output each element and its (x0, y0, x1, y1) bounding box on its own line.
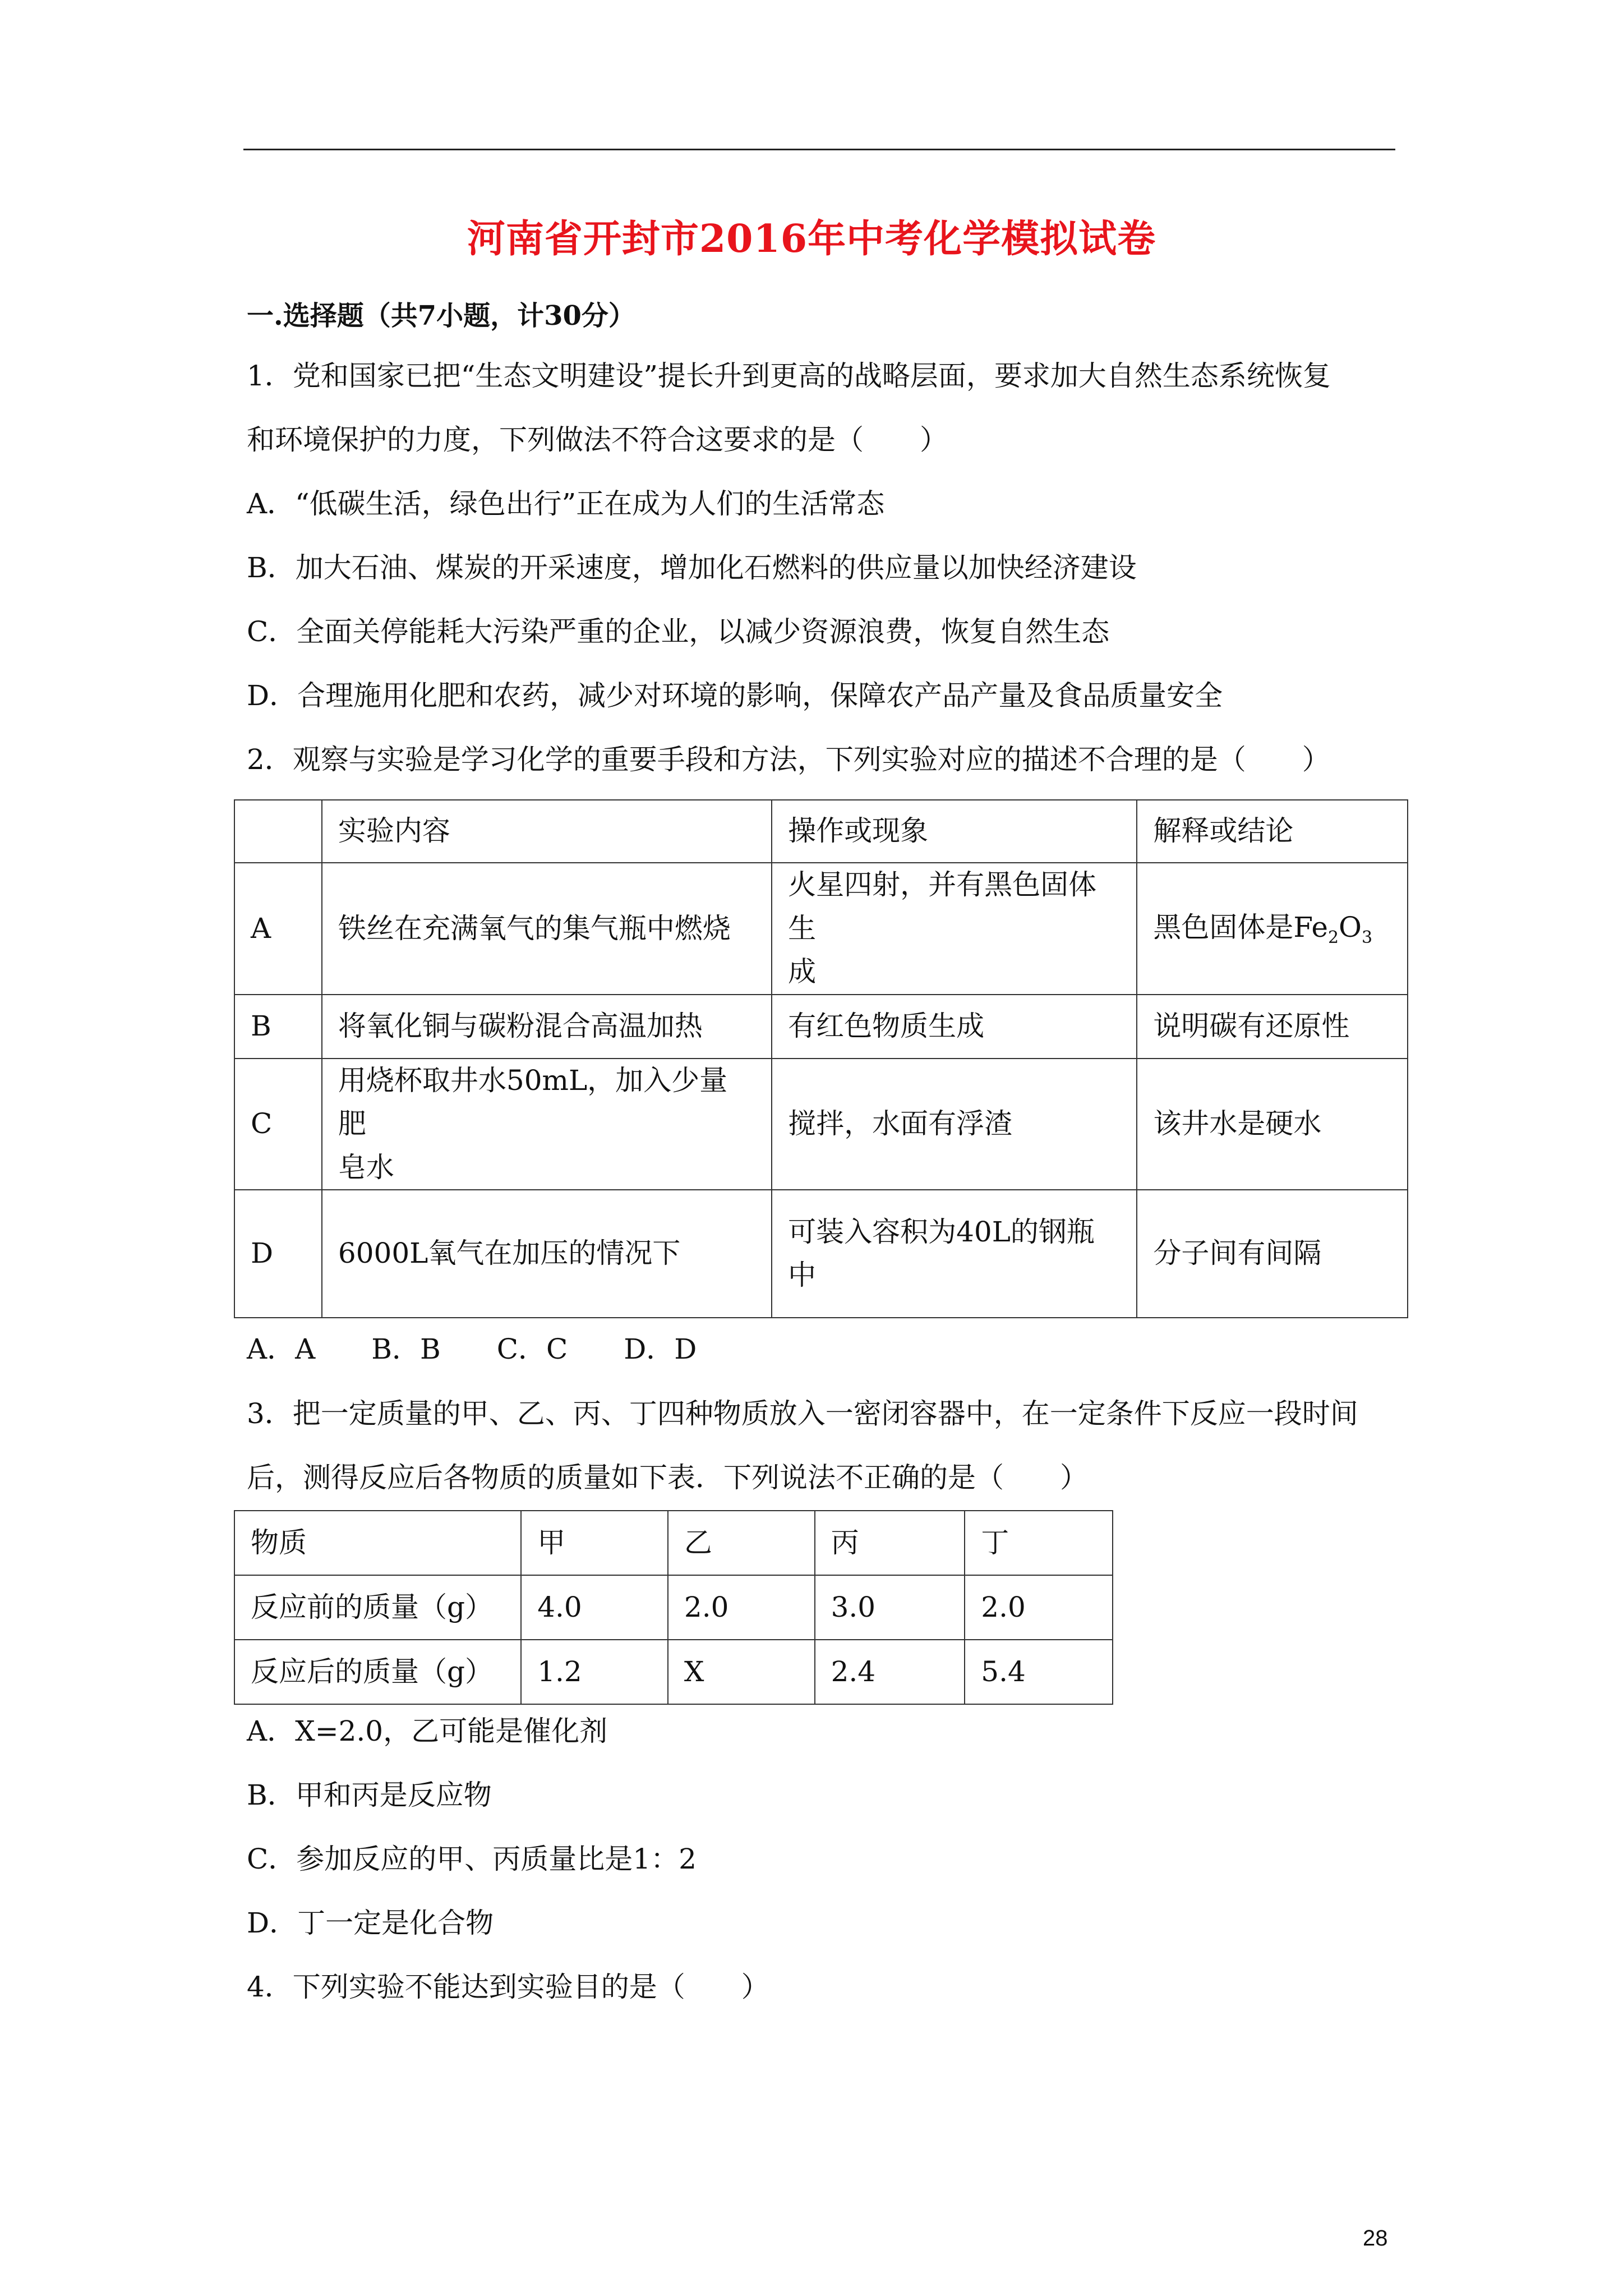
table-header-cell: 操作或现象 (772, 800, 1137, 863)
row-label: A (234, 863, 322, 995)
table-row (234, 995, 1408, 1059)
q3-option-d: D．丁一定是化合物 (247, 1907, 494, 1939)
cell-line: 中 (788, 1259, 817, 1291)
table-row (234, 1190, 1408, 1318)
q1-option-c: C．全面关停能耗大污染严重的企业，以减少资源浪费，恢复自然生态 (247, 615, 1110, 648)
table-header-cell: 解释或结论 (1137, 800, 1408, 863)
table-row (234, 863, 1408, 995)
table-header-cell: 甲 (521, 1511, 668, 1575)
row-label: C (234, 1059, 322, 1190)
formula-subscript: 2 (1327, 928, 1339, 947)
q4-stem: 4．下列实验不能达到实验目的是（ ） (247, 1971, 769, 2003)
mass-table (234, 1510, 1113, 1705)
page-title: 河南省开封市2016年中考化学模拟试卷 (467, 217, 1156, 261)
q3-stem-line1: 3．把一定质量的甲、乙、丙、丁四种物质放入一密闭容器中，在一定条件下反应一段时间 (247, 1397, 1358, 1430)
table-cell: 有红色物质生成 (772, 995, 1137, 1059)
formula-text: 黑色固体是Fe (1153, 911, 1328, 944)
table-cell: 分子间有间隔 (1137, 1190, 1408, 1318)
q2-answer-options: A．A B．B C．C D．D (247, 1333, 697, 1365)
table-cell: 说明碳有还原性 (1137, 995, 1408, 1059)
table-cell (772, 863, 1137, 995)
experiment-table (234, 799, 1408, 1318)
table-cell (322, 1059, 772, 1190)
table-cell: 反应前的质量（g） (234, 1575, 521, 1640)
table-cell: 6000L氧气在加压的情况下 (322, 1190, 772, 1318)
table-row (234, 1575, 1113, 1640)
q1-stem-line2: 和环境保护的力度，下列做法不符合这要求的是（ ） (247, 424, 948, 456)
table-header-cell: 丙 (815, 1511, 965, 1575)
table-cell (1137, 863, 1408, 995)
table-row (234, 1059, 1408, 1190)
table-header-row (234, 1511, 1113, 1575)
table-header-cell: 实验内容 (322, 800, 772, 863)
table-header-row (234, 800, 1408, 863)
table-cell: 2.0 (668, 1575, 815, 1640)
q3-stem-line2: 后，测得反应后各物质的质量如下表．下列说法不正确的是（ ） (247, 1461, 1088, 1494)
table-cell: 1.2 (521, 1640, 668, 1704)
q1-option-d: D．合理施用化肥和农药，减少对环境的影响，保障农产品产量及食品质量安全 (247, 679, 1223, 712)
q1-stem-line1: 1．党和国家已把“生态文明建设”提长升到更高的战略层面，要求加大自然生态系统恢复 (247, 360, 1331, 392)
cell-line: 皂水 (338, 1151, 394, 1184)
table-cell (772, 1190, 1137, 1318)
table-cell: 反应后的质量（g） (234, 1640, 521, 1704)
cell-line: 可装入容积为40L的钢瓶 (788, 1215, 1095, 1248)
formula-subscript: 3 (1362, 928, 1373, 947)
q3-option-b: B．甲和丙是反应物 (247, 1779, 492, 1811)
header-rule (243, 149, 1395, 150)
cell-line: 成 (788, 955, 817, 988)
table-header-cell (234, 800, 322, 863)
table-header-cell: 丁 (965, 1511, 1113, 1575)
page-number: 28 (1363, 2226, 1388, 2251)
table-cell: 将氧化铜与碳粉混合高温加热 (322, 995, 772, 1059)
q1-option-a: A．“低碳生活，绿色出行”正在成为人们的生活常态 (247, 487, 885, 520)
cell-line: 火星四射，并有黑色固体生 (788, 868, 1097, 945)
row-label: B (234, 995, 322, 1059)
cell-line: 用烧杯取井水50mL，加入少量肥 (338, 1064, 728, 1140)
q3-option-a: A．X=2.0，乙可能是催化剂 (247, 1715, 608, 1747)
q2-stem: 2．观察与实验是学习化学的重要手段和方法，下列实验对应的描述不合理的是（ ） (247, 743, 1330, 776)
table-cell: 3.0 (815, 1575, 965, 1640)
table-cell: X (668, 1640, 815, 1704)
table-cell: 搅拌，水面有浮渣 (772, 1059, 1137, 1190)
table-cell: 铁丝在充满氧气的集气瓶中燃烧 (322, 863, 772, 995)
table-header-cell: 物质 (234, 1511, 521, 1575)
q1-option-b: B．加大石油、煤炭的开采速度，增加化石燃料的供应量以加快经济建设 (247, 551, 1137, 584)
table-cell: 该井水是硬水 (1137, 1059, 1408, 1190)
section-heading: 一.选择题（共7小题，计30分） (247, 300, 635, 332)
formula-text: O (1339, 911, 1362, 944)
row-label: D (234, 1190, 322, 1318)
table-cell: 2.0 (965, 1575, 1113, 1640)
table-cell: 4.0 (521, 1575, 668, 1640)
q3-option-c: C．参加反应的甲、丙质量比是1：2 (247, 1843, 697, 1875)
table-cell: 5.4 (965, 1640, 1113, 1704)
table-cell: 2.4 (815, 1640, 965, 1704)
table-header-cell: 乙 (668, 1511, 815, 1575)
table-row (234, 1640, 1113, 1704)
